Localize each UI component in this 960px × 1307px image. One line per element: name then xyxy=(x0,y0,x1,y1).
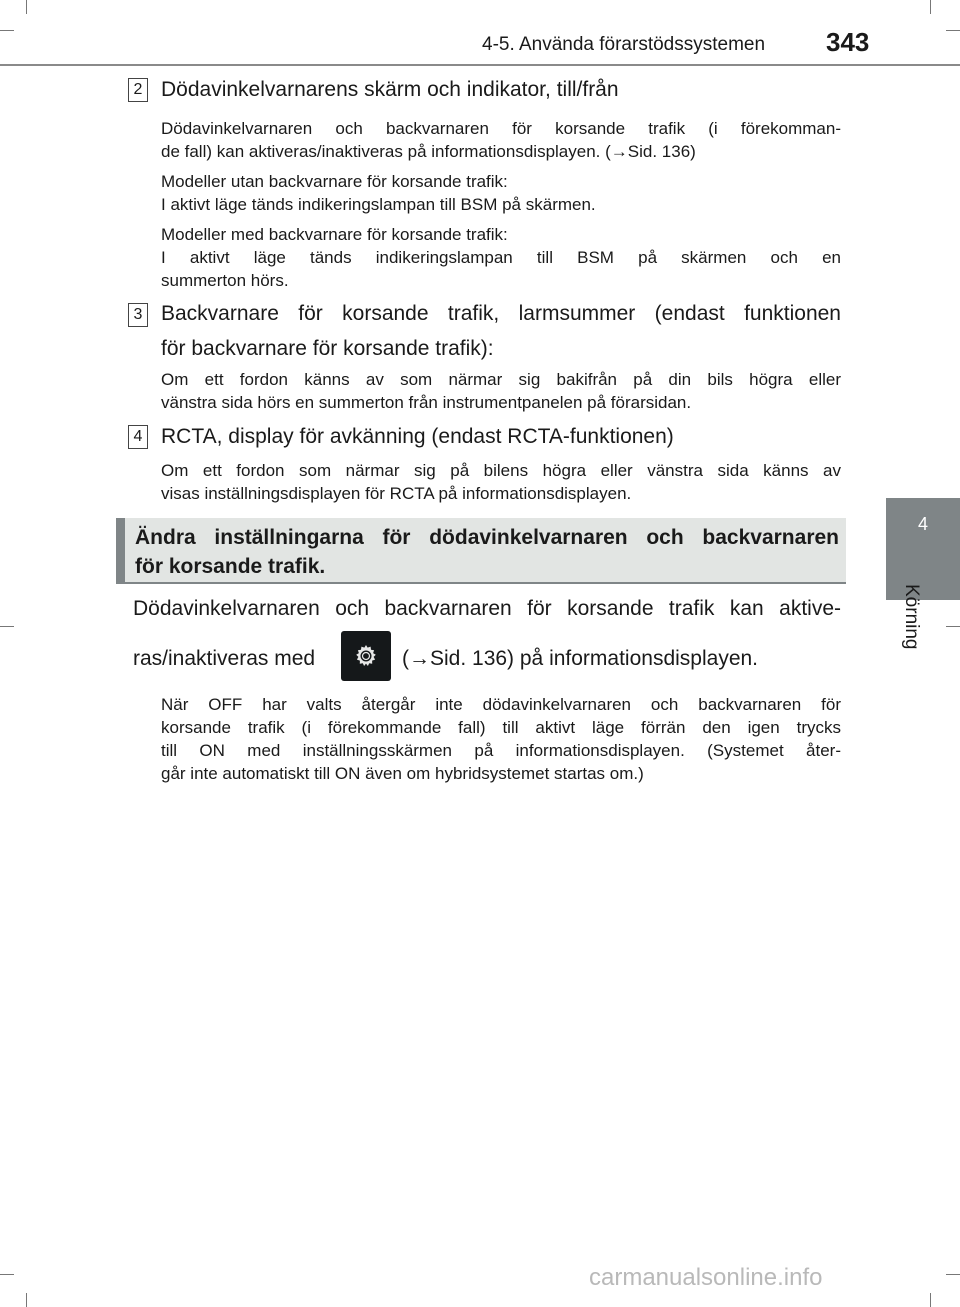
text-line: vänstra sida hörs en summerton från instrumentpanelen på förarsidan. xyxy=(161,393,692,412)
crop-mark xyxy=(26,0,27,14)
section-heading-box xyxy=(116,518,846,584)
text-line: Modeller med backvarnare för korsande trafik: xyxy=(161,225,508,244)
item-paragraph xyxy=(161,368,841,414)
text-line: När OFF har valts återgår inte dödavinkelvarnaren och backvarnaren för xyxy=(161,695,841,714)
crop-mark xyxy=(0,626,14,627)
text-line: till ON med inställningsskärmen på informationsdisplayen. (Systemet åter- xyxy=(161,741,841,760)
text-line: Dödavinkelvarnaren och backvarnaren för korsande trafik (i förekomman- xyxy=(161,119,841,138)
intro-line-before: ras/inaktiveras med xyxy=(133,647,316,670)
heading-line: för korsande trafik. xyxy=(135,555,326,578)
title-line: för backvarnare för korsande trafik): xyxy=(161,337,494,360)
crop-mark xyxy=(930,0,931,14)
intro-line-after: (→Sid. 136) på informationsdisplayen. xyxy=(402,647,759,670)
chapter-label: Körning xyxy=(901,584,922,650)
item-title: Dödavinkelvarnarens skärm och indikator, till/från xyxy=(161,78,619,101)
text-line: Modeller utan backvarnare för korsande trafik: xyxy=(161,172,508,191)
crop-mark xyxy=(0,30,14,31)
settings-gear-icon xyxy=(341,631,391,681)
item-number-badge: 4 xyxy=(128,425,148,449)
header-divider xyxy=(0,64,960,66)
section-heading xyxy=(135,523,839,581)
crop-mark xyxy=(930,1293,931,1307)
text-line: summerton hörs. xyxy=(161,271,289,290)
text-line: Om ett fordon som närmar sig på bilens högra eller vänstra sida känns av xyxy=(161,461,841,480)
text-line: Om ett fordon känns av som närmar sig bakifrån på din bils högra eller xyxy=(161,370,841,389)
text-line: korsande trafik (i förekommande fall) till aktivt läge förrän den igen trycks xyxy=(161,718,841,737)
intro-line: Dödavinkelvarnaren och backvarnaren för korsande trafik kan aktive- xyxy=(133,597,841,620)
item-paragraph xyxy=(161,223,841,292)
crop-mark xyxy=(946,1274,960,1275)
header-section-title: 4-5. Använda förarstödssystemen xyxy=(482,34,766,55)
item-paragraph xyxy=(161,459,841,505)
watermark: carmanualsonline.info xyxy=(589,1264,823,1291)
item-number-badge: 2 xyxy=(128,78,148,102)
text-line: går inte automatiskt till ON även om hybridsystemet startas om.) xyxy=(161,764,644,783)
item-title: RCTA, display för avkänning (endast RCTA-funktionen) xyxy=(161,425,674,448)
text-line: I aktivt läge tänds indikeringslampan till BSM på skärmen och en xyxy=(161,248,841,267)
text-line: de fall) kan aktiveras/inaktiveras på informationsdisplayen. (→Sid. 136) xyxy=(161,142,696,161)
crop-mark xyxy=(946,30,960,31)
note-paragraph xyxy=(161,693,841,785)
heading-line: Ändra inställningarna för dödavinkelvarnaren och backvarnaren xyxy=(135,526,839,549)
title-line: Backvarnare för korsande trafik, larmsummer (endast funktionen xyxy=(161,302,841,325)
text-line: I aktivt läge tänds indikeringslampan till BSM på skärmen. xyxy=(161,195,596,214)
page-number: 343 xyxy=(826,27,870,57)
crop-mark xyxy=(0,1274,14,1275)
item-paragraph xyxy=(161,117,841,163)
crop-mark xyxy=(26,1293,27,1307)
item-number-badge: 3 xyxy=(128,303,148,327)
item-title xyxy=(161,296,841,366)
item-paragraph xyxy=(161,170,841,216)
chapter-tab xyxy=(886,498,960,600)
chapter-number: 4 xyxy=(917,514,928,534)
text-line: visas inställningsdisplayen för RCTA på informationsdisplayen. xyxy=(161,484,632,503)
crop-mark xyxy=(946,626,960,627)
